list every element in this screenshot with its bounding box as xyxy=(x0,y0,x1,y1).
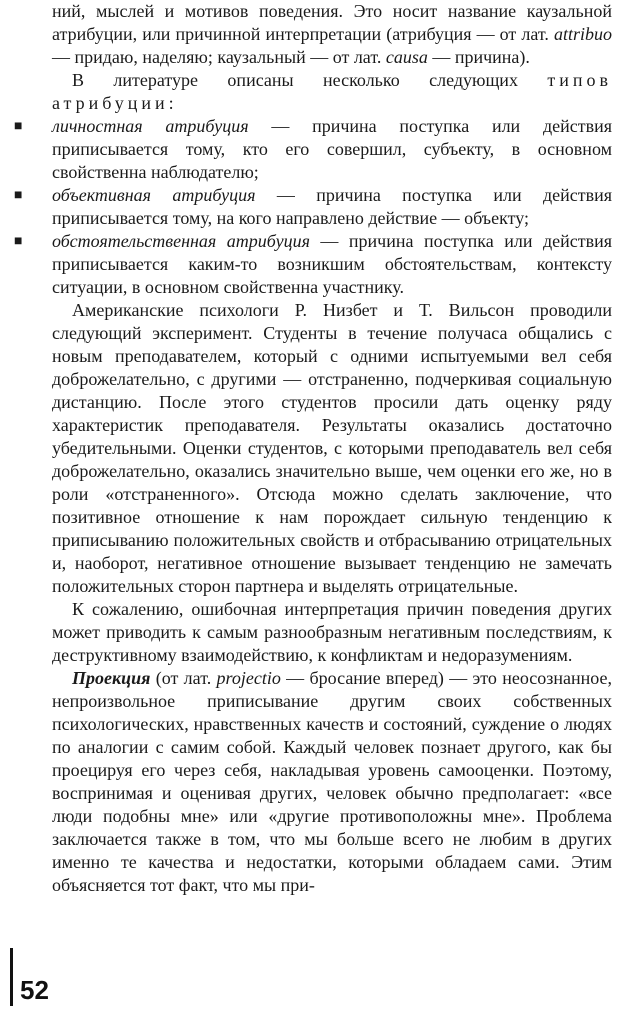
list-item-term: обстоятельственная атрибуция xyxy=(52,231,310,251)
list-item-term: объективная атрибуция xyxy=(52,185,256,205)
list-item xyxy=(14,230,612,299)
paragraph-text: Американские психологи Р. Низбет и Т. Вильсон проводили следующий эксперимент. Студенты в течение получаса общались с новым преподавателем, который с одними испытуемыми вел себя доброжелательно, с другими — отстраненно, подчеркивая социальную дистанцию. После этого студентов просили дать оценку ряду характеристик преподавателя. Результаты оказались достаточно убедительными. Оценки студентов, с которыми преподаватель вел себя доброжелательно, оказались значительно выше, чем оценки его же, но в роли «отстраненного». Отсюда можно сделать заключение, что позитивное отношение к нам порождает сильную тенденцию к приписыванию положительных свойств и отбрасыванию отрицательных и, наоборот, негативное отношение вызывает тенденцию не замечать положительных сторон партнера и выделять отрицательные. xyxy=(52,300,612,596)
list-item-term: личностная атрибуция xyxy=(52,116,249,136)
attribution-types-list xyxy=(14,115,612,299)
paragraph-text: — причина). xyxy=(427,47,530,67)
paragraph-text: В литературе описаны несколько следующих xyxy=(72,70,548,90)
paragraph-text: (от лат. xyxy=(150,668,217,688)
term-heading: Проекция xyxy=(72,668,151,688)
list-item xyxy=(14,115,612,184)
paragraph-text: — придаю, наделяю; каузальный — от лат. xyxy=(52,47,386,67)
list-item-text: — причина поступка или действия приписывается тому, кто его совершил, субъекту, в основном свойственна наблюдателю; xyxy=(52,116,612,182)
bullet-square-icon: ■ xyxy=(14,188,23,203)
page-number: 52 xyxy=(20,975,49,1005)
paragraph-attribution-types-intro xyxy=(52,69,612,115)
bullet-square-icon: ■ xyxy=(14,119,23,134)
spaced-emphasis: типов атрибуции xyxy=(52,70,612,113)
paragraph-text: К сожалению, ошибочная интерпретация причин поведения других может приводить к самым разнообразным негативным последствиям, к деструктивному взаимодействию, к конфликтам и недоразумениям. xyxy=(52,599,612,665)
paragraph-text: : xyxy=(168,93,174,113)
latin-term: causa xyxy=(385,47,428,67)
paragraph-misinterpretation xyxy=(52,598,612,667)
list-item-text: — причина поступка или действия приписывается тому, на кого направлено действие — объекту; xyxy=(52,185,612,228)
list-item-text: — причина поступка или действия приписывается каким-то возникшим обстоятельствам, контексту ситуации, в основном свойственна участнику. xyxy=(52,231,612,297)
paragraph-projection xyxy=(52,667,612,897)
bullet-square-icon: ■ xyxy=(14,234,23,249)
latin-term: attribuo xyxy=(553,24,612,44)
latin-term: projectio xyxy=(216,668,281,688)
paragraph-text: — бросание вперед) — это неосознанное, непроизвольное приписывание другим своих собственных психологических, нравственных качеств и состояний, суждение о людях по аналогии с самим собой. Каждый человек познает другого, как бы проецируя его через себя, накладывая уровень самооценки. Поэтому, воспринимая и оценивая других, человек обычно предполагает: «все люди подобны мне» или «другие противоположны мне». Проблема заключается также в том, что мы больше всего не любим в других именно те качества и недостатки, которыми обладаем сами. Этим объясняется тот факт, что мы при- xyxy=(52,668,612,895)
paragraph-experiment xyxy=(52,299,612,598)
text-column xyxy=(14,0,612,897)
list-item xyxy=(14,184,612,230)
page-edge-bar xyxy=(10,948,13,1006)
paragraph-causal-attribution xyxy=(52,0,612,69)
paragraph-text: ний, мыслей и мотивов поведения. Это носит название каузальной атрибуции, или причинной интерпретации (атрибуция — от лат. xyxy=(52,1,612,44)
